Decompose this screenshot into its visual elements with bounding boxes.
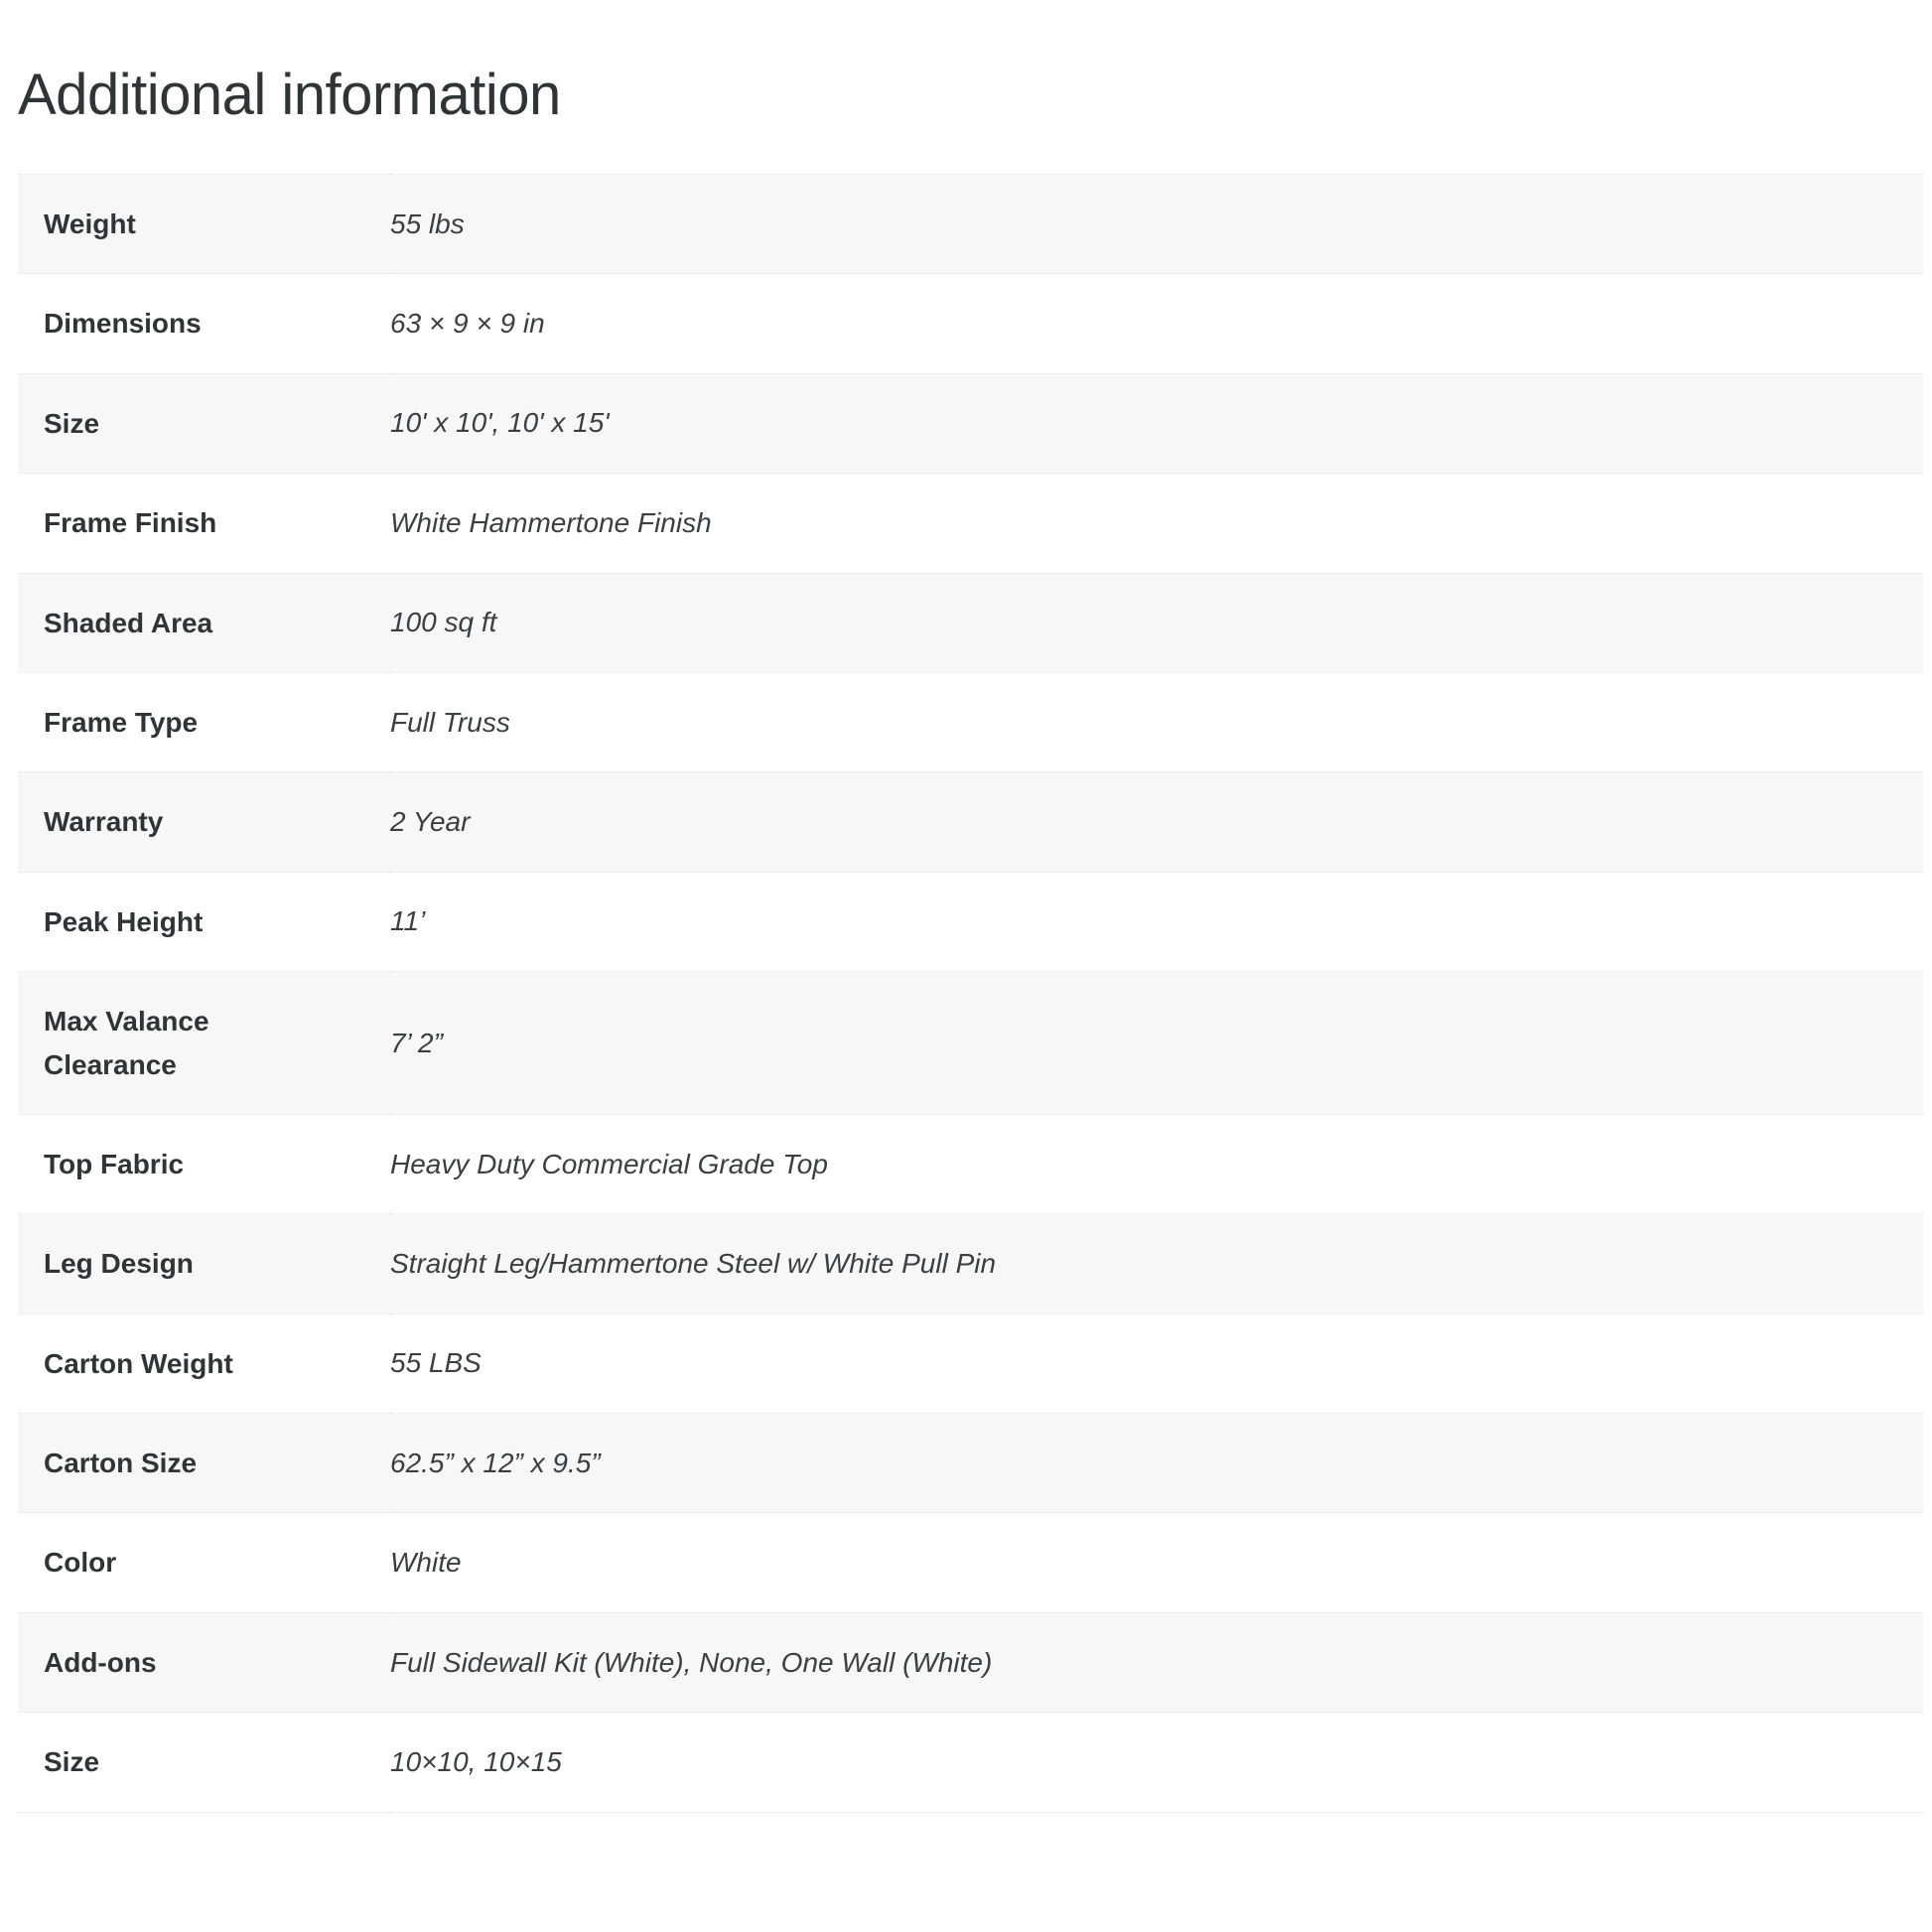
table-row [18, 772, 1923, 872]
attribute-value: 55 LBS [390, 1347, 482, 1379]
attribute-value: 10×10, 10×15 [390, 1745, 562, 1777]
attribute-label [18, 872, 390, 971]
attribute-value: Heavy Duty Commercial Grade Top [390, 1148, 828, 1179]
attribute-label [18, 772, 390, 872]
attribute-value: 10' x 10', 10' x 15' [390, 407, 610, 439]
attribute-label [18, 672, 390, 771]
attribute-label [18, 175, 390, 274]
attribute-label-text: Weight [44, 208, 136, 239]
attribute-value: 63 × 9 × 9 in [390, 308, 545, 340]
attribute-label-text: Dimensions [44, 308, 202, 340]
table-row [18, 1513, 1923, 1612]
attribute-label-text: Warranty [44, 806, 164, 838]
attribute-value: 55 lbs [390, 207, 465, 239]
attribute-label [18, 1313, 390, 1413]
attribute-label-text: Frame Finish [44, 507, 217, 539]
attribute-label-text: Color [44, 1547, 117, 1579]
table-row [18, 1214, 1923, 1313]
attribute-value: Full Truss [390, 706, 510, 738]
attribute-label-text: Top Fabric [44, 1148, 185, 1179]
attribute-value: Straight Leg/Hammertone Steel w/ White Pull Pin [390, 1247, 997, 1279]
attribute-label [18, 373, 390, 473]
page-title: Additional information [18, 63, 561, 127]
table-body [18, 175, 1923, 1813]
table-row [18, 1713, 1923, 1812]
attribute-label-text: Size [44, 407, 100, 439]
attribute-label-text: Size [44, 1746, 100, 1778]
attribute-value: 7’ 2” [390, 1027, 443, 1058]
attribute-label-text: Add-ons [44, 1646, 157, 1678]
attribute-label-text: Carton Size [44, 1448, 198, 1479]
attribute-label-text: Shaded Area [44, 607, 213, 638]
attribute-label [18, 573, 390, 672]
attribute-label [18, 972, 390, 1115]
table-row [18, 1114, 1923, 1213]
attribute-label [18, 274, 390, 373]
table-row [18, 972, 1923, 1115]
attribute-label-text: Leg Design [44, 1248, 194, 1280]
table-row [18, 1313, 1923, 1413]
attribute-value: 62.5” x 12” x 9.5” [390, 1447, 601, 1478]
attribute-label-text: Frame Type [44, 706, 199, 738]
table-row [18, 1612, 1923, 1712]
table-row [18, 1414, 1923, 1513]
attribute-value: 11’ [390, 905, 426, 937]
attribute-value: White [390, 1547, 462, 1579]
table-row [18, 474, 1923, 573]
attribute-value: 2 Year [390, 806, 471, 838]
attribute-label [18, 1114, 390, 1213]
table-row [18, 373, 1923, 473]
attribute-label-text: Peak Height [44, 905, 204, 937]
table-row [18, 672, 1923, 771]
additional-information-table [18, 174, 1923, 1813]
attribute-label-text: Max Valance Clearance [44, 1006, 209, 1080]
attribute-value: 100 sq ft [390, 607, 497, 638]
table-row [18, 573, 1923, 672]
attribute-value: White Hammertone Finish [390, 506, 712, 538]
attribute-value: Full Sidewall Kit (White), None, One Wall (White) [390, 1646, 993, 1678]
attribute-label [18, 1713, 390, 1812]
attribute-label [18, 1214, 390, 1313]
table-row [18, 175, 1923, 274]
attribute-label [18, 474, 390, 573]
attribute-label [18, 1612, 390, 1712]
attribute-label [18, 1513, 390, 1612]
attribute-label [18, 1414, 390, 1513]
table-row [18, 872, 1923, 971]
table-row [18, 274, 1923, 373]
attribute-label-text: Carton Weight [44, 1347, 233, 1379]
